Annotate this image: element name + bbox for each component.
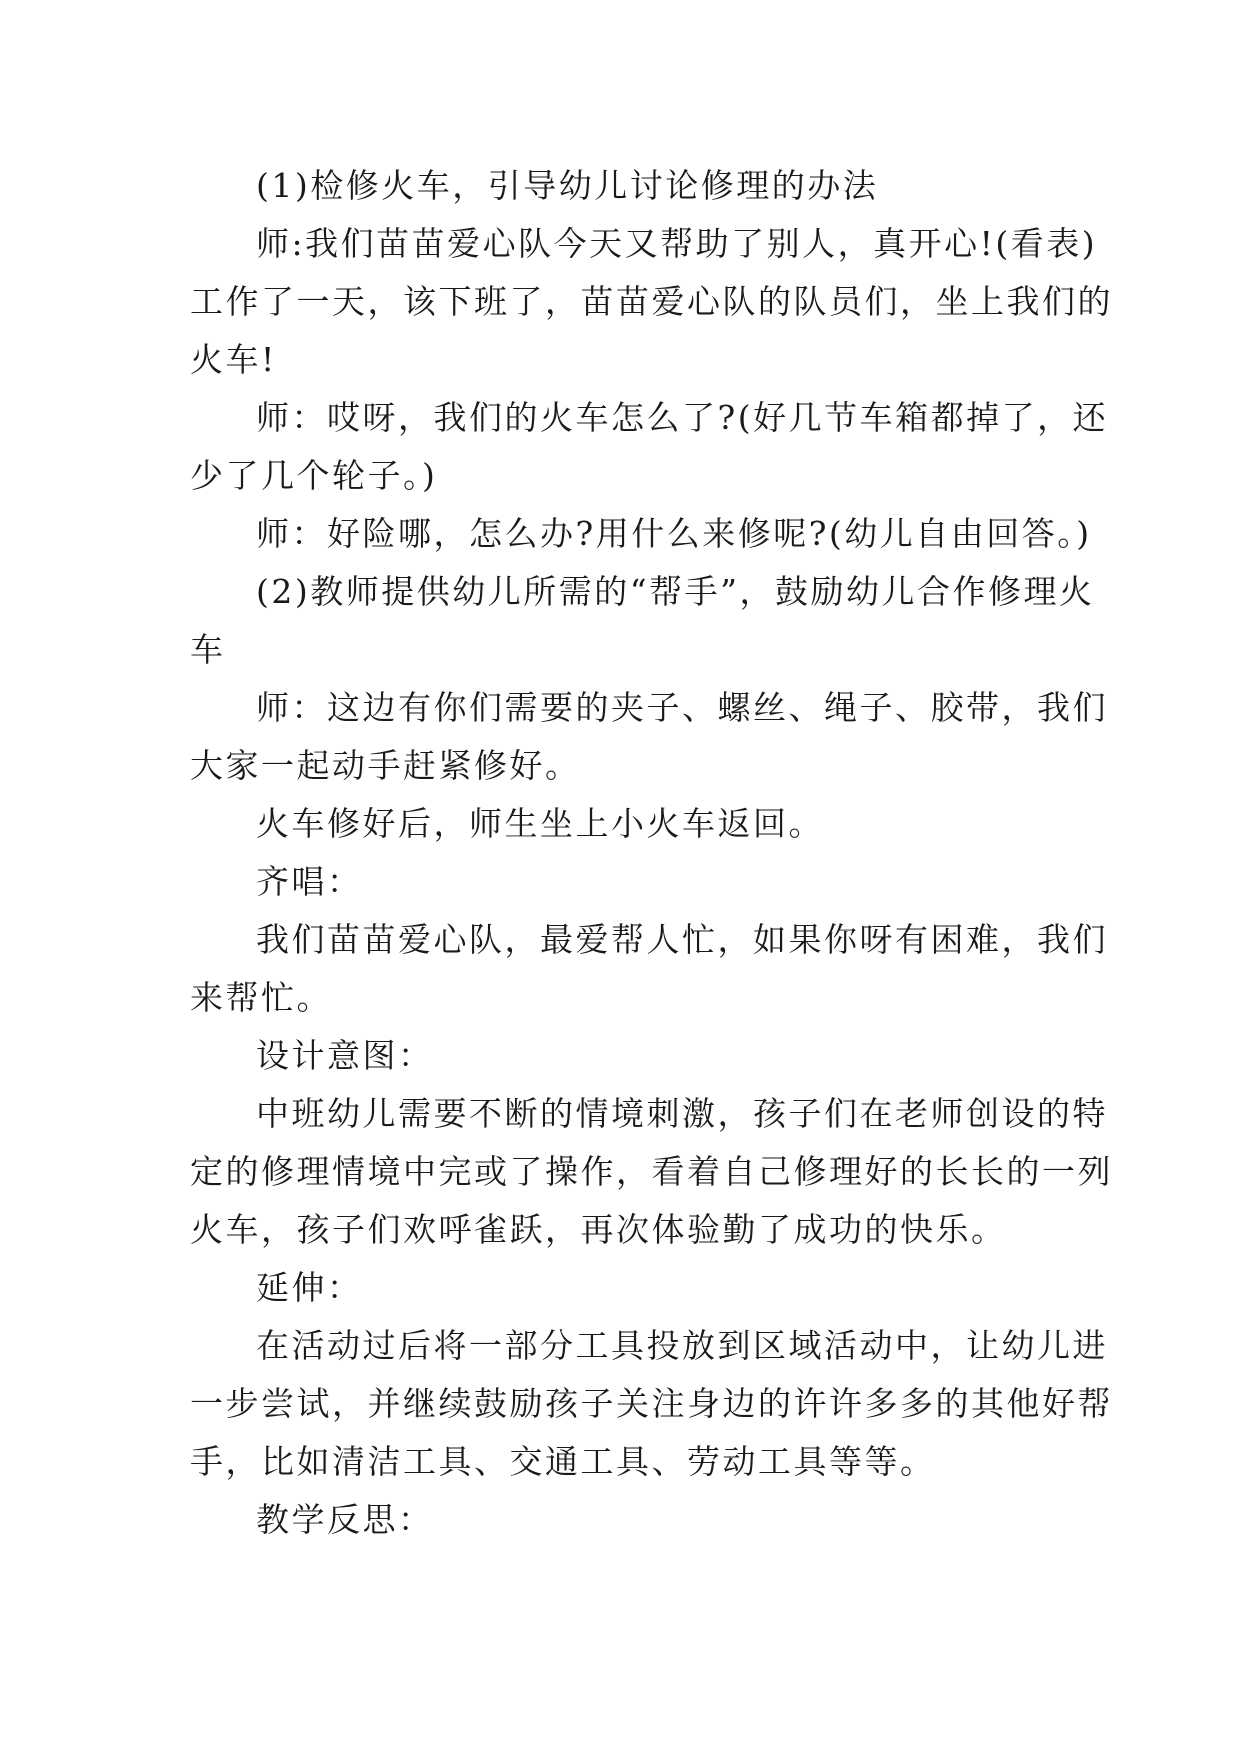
text-line: 来帮忙。 xyxy=(190,978,332,1017)
text-line: 车 xyxy=(190,630,226,669)
text-line: 齐唱： xyxy=(256,862,363,901)
text-line: 延伸： xyxy=(256,1268,363,1307)
text-line: 少了几个轮子。) xyxy=(190,456,438,495)
text-line: (1)检修火车，引导幼儿讨论修理的办法 xyxy=(256,166,879,205)
text-line: 工作了一天，该下班了，苗苗爱心队的队员们，坐上我们的 xyxy=(190,282,1113,321)
text-line: 大家一起动手赶紧修好。 xyxy=(190,746,581,785)
text-line: 设计意图： xyxy=(256,1036,434,1075)
text-line: 火车! xyxy=(190,340,277,379)
text-line: 火车修好后，师生坐上小火车返回。 xyxy=(256,804,824,843)
text-line: (2)教师提供幼儿所需的“帮手”，鼓励幼儿合作修理火 xyxy=(256,572,1095,611)
text-line: 师:我们苗苗爱心队今天又帮助了别人，真开心!(看表) xyxy=(256,224,1098,263)
text-line: 定的修理情境中完或了操作，看着自己修理好的长长的一列 xyxy=(190,1152,1113,1191)
text-line: 师：这边有你们需要的夹子、螺丝、绳子、胶带，我们 xyxy=(256,688,1108,727)
text-line: 师：好险哪，怎么办?用什么来修呢?(幼儿自由回答。) xyxy=(256,514,1092,553)
text-line: 手，比如清洁工具、交通工具、劳动工具等等。 xyxy=(190,1442,936,1481)
text-line: 中班幼儿需要不断的情境刺激，孩子们在老师创设的特 xyxy=(256,1094,1108,1133)
text-line: 我们苗苗爱心队，最爱帮人忙，如果你呀有困难，我们 xyxy=(256,920,1108,959)
text-line: 师：哎呀，我们的火车怎么了?(好几节车箱都掉了，还 xyxy=(256,398,1109,437)
text-line: 在活动过后将一部分工具投放到区域活动中，让幼儿进 xyxy=(256,1326,1108,1365)
text-line: 教学反思： xyxy=(256,1500,434,1539)
text-line: 一步尝试，并继续鼓励孩子关注身边的许许多多的其他好帮 xyxy=(190,1384,1113,1423)
text-line: 火车，孩子们欢呼雀跃，再次体验勤了成功的快乐。 xyxy=(190,1210,1007,1249)
